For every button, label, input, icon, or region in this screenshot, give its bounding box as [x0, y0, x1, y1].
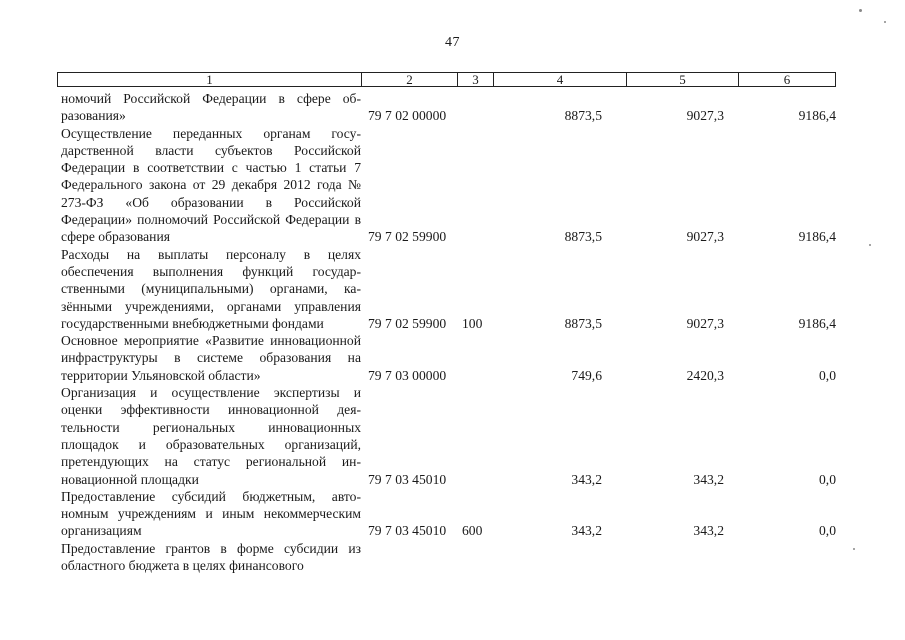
row-value-col6: 9186,4 [798, 229, 836, 245]
row-code: 79 7 02 00000 [368, 108, 447, 124]
row-description: Организация и осуществление экспертизы и оценки эффективности инновационной деятельности региональных инновационных площадок и образовательных организаций, претендующих на статус региональной инновационной площадки [61, 385, 361, 487]
table-header [57, 72, 836, 87]
row-value-col4: 343,2 [571, 523, 602, 539]
row-value-col4: 8873,5 [564, 108, 602, 124]
row-value-col4: 343,2 [571, 471, 602, 487]
row-description: Осуществление переданных органам государственной власти субъектов Российской Федерации в соответствии с частью 1 статьи 7 Федерального закона от 29 декабря 2012 года № 273-ФЗ «Об образовании в Российской Федерации» полномочий Российской Федерации в сфере образования [61, 125, 361, 245]
row-value-col5: 9027,3 [686, 229, 724, 245]
row-value-col6: 0,0 [819, 471, 836, 487]
table-row [57, 384, 836, 488]
row-code: 79 7 03 45010 [368, 471, 447, 487]
row-value-col6: 0,0 [819, 523, 836, 539]
header-col-3: 3 [458, 73, 494, 86]
header-col-1: 1 [58, 73, 362, 86]
row-description: номочий Российской Федерации в сфере образования» [61, 91, 361, 124]
table-row [57, 488, 836, 540]
row-value-col5: 343,2 [693, 523, 724, 539]
row-value-col6: 9186,4 [798, 108, 836, 124]
row-value-col6: 9186,4 [798, 315, 836, 331]
row-description: Расходы на выплаты персоналу в целях обеспечения выполнения функций государственными (муниципальными) органами, казёнными учреждениями, органами управления государственными внебюджетными фондами [61, 246, 361, 331]
scan-speck [884, 21, 886, 23]
row-description: Основное мероприятие «Развитие инновационной инфраструктуры в системе образования на территории Ульяновской области» [61, 333, 361, 383]
table-row [57, 540, 836, 575]
row-value-col6: 0,0 [819, 367, 836, 383]
row-code: 79 7 03 45010 [368, 523, 447, 539]
header-col-4: 4 [494, 73, 627, 86]
row-value-col5: 9027,3 [686, 108, 724, 124]
header-col-2: 2 [362, 73, 458, 86]
scan-speck [859, 9, 862, 12]
row-value-col4: 8873,5 [564, 229, 602, 245]
row-expense-type: 100 [462, 315, 483, 331]
table-row [57, 246, 836, 332]
row-code: 79 7 02 59900 [368, 229, 447, 245]
row-code: 79 7 02 59900 [368, 315, 447, 331]
row-description: Предоставление грантов в форме субсидии из областного бюджета в целях финансового [61, 540, 361, 574]
row-value-col5: 343,2 [693, 471, 724, 487]
scan-speck [853, 548, 855, 550]
row-value-col5: 2420,3 [686, 367, 724, 383]
header-col-5: 5 [627, 73, 739, 86]
header-col-6: 6 [783, 72, 791, 87]
row-value-col4: 8873,5 [564, 315, 602, 331]
row-code: 79 7 03 00000 [368, 367, 447, 383]
table-row [57, 332, 836, 384]
table-row [57, 90, 836, 125]
row-value-col5: 9027,3 [686, 315, 724, 331]
table-row [57, 125, 836, 246]
page-number: 47 [445, 35, 460, 50]
row-expense-type: 600 [462, 523, 483, 539]
scan-speck [869, 244, 871, 246]
row-description: Предоставление субсидий бюджетным, автономным учреждениям и иным некоммерческим организациям [61, 488, 361, 539]
row-value-col4: 749,6 [571, 367, 602, 383]
table-body [57, 90, 836, 574]
